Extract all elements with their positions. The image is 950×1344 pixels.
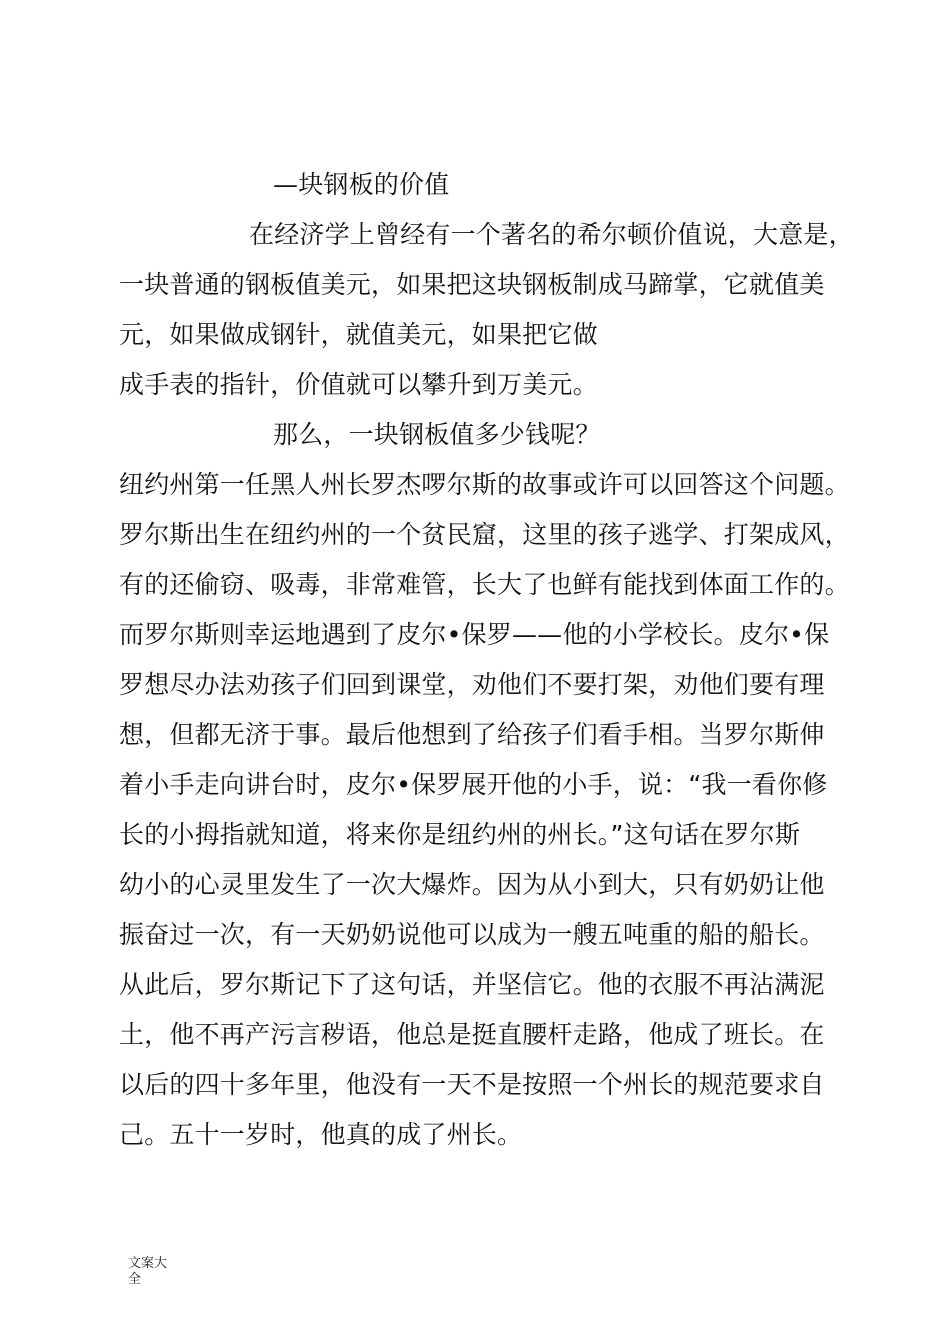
paragraph-line: 而罗尔斯则幸运地遇到了皮尔•保罗——他的小学校长。皮尔•保 — [119, 620, 830, 649]
paragraph-line: 幼小的心灵里发生了一次大爆炸。因为从小到大，只有奶奶让他 — [119, 870, 825, 899]
paragraph-line: 振奋过一次，有一天奶奶说他可以成为一艘五吨重的船的船长。 — [119, 920, 825, 949]
paragraph-line: 纽约州第一任黑人州长罗杰啰尔斯的故事或许可以回答这个问题。 — [119, 470, 850, 499]
paragraph-line: 成手表的指针，价值就可以攀升到万美元。 — [119, 370, 598, 399]
document-title: —块钢板的价值 — [273, 170, 450, 199]
paragraph-line: 土，他不再产污言秽语，他总是挺直腰杆走路，他成了班长。在 — [119, 1020, 825, 1049]
paragraph-line: 从此后，罗尔斯记下了这句话，并坚信它。他的衣服不再沾满泥 — [119, 970, 825, 999]
paragraph-line: 有的还偷窃、吸毒，非常难管，长大了也鲜有能找到体面工作的。 — [119, 570, 850, 599]
paragraph-line: 着小手走向讲台时，皮尔•保罗展开他的小手，说：“我一看你修 — [119, 770, 828, 799]
paragraph-line: 那么，一块钢板值多少钱呢？ — [273, 420, 601, 449]
footer-label: 文案大全 — [128, 1256, 168, 1287]
paragraph-line: 一块普通的钢板值美元，如果把这块钢板制成马蹄掌，它就值美 — [119, 270, 825, 299]
paragraph-line: 以后的四十多年里，他没有一天不是按照一个州长的规范要求自 — [119, 1070, 825, 1099]
paragraph-line: 想，但都无济于事。最后他想到了给孩子们看手相。当罗尔斯伸 — [119, 720, 825, 749]
paragraph-line: 在经济学上曾经有一个著名的希尔顿价值说，大意是， — [249, 220, 854, 249]
paragraph-line: 长的小拇指就知道，将来你是纽约州的州长。”这句话在罗尔斯 — [119, 820, 801, 849]
paragraph-line: 罗尔斯出生在纽约州的一个贫民窟，这里的孩子逃学、打架成风， — [119, 520, 850, 549]
paragraph-line: 元，如果做成钢针，就值美元，如果把它做 — [119, 320, 598, 349]
paragraph-line: 己。五十一岁时，他真的成了州长。 — [119, 1120, 523, 1149]
paragraph-line: 罗想尽办法劝孩子们回到课堂，劝他们不要打架，劝他们要有理 — [119, 670, 825, 699]
